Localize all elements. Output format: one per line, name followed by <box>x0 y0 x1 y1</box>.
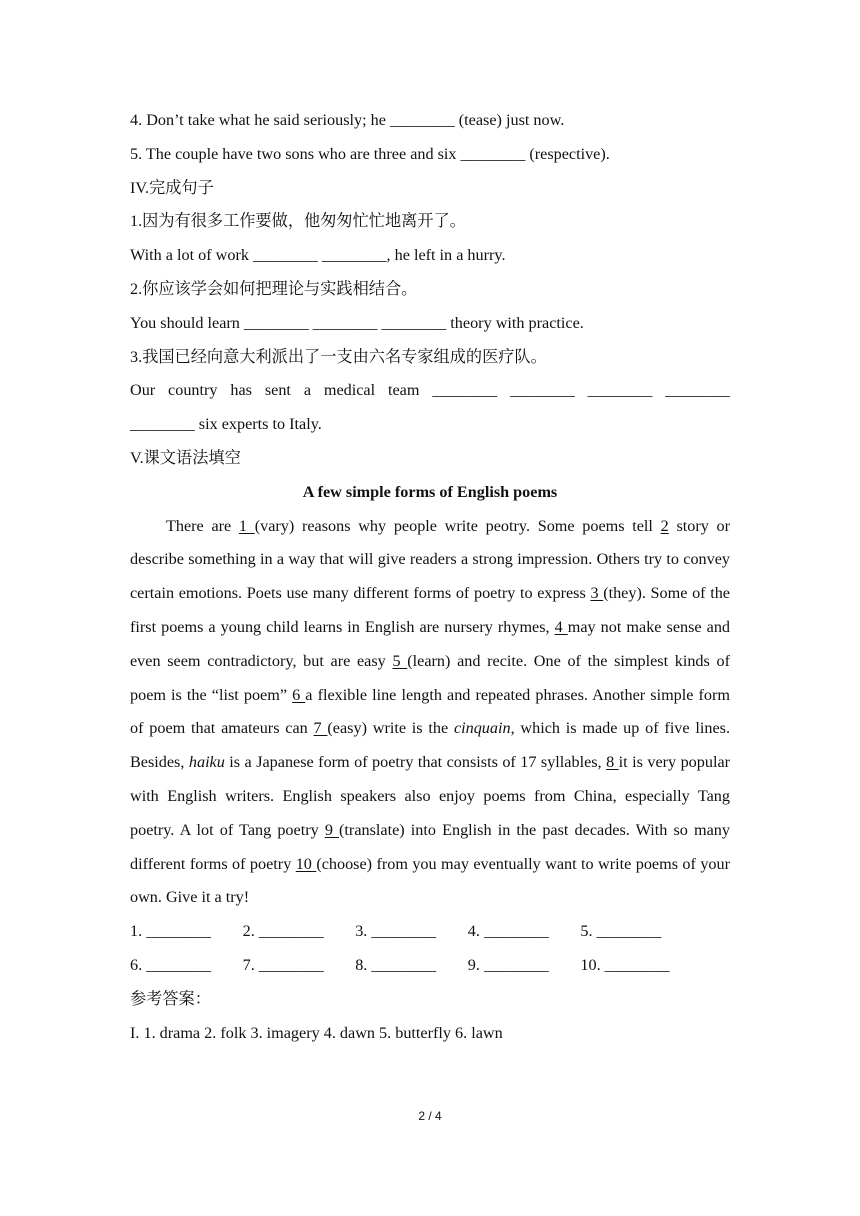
page-number: 2 / 4 <box>418 1109 442 1123</box>
answer-slot-5: 5. ________ <box>580 922 662 941</box>
answer-slot-3: 3. ________ <box>355 922 437 941</box>
answer-slot-9: 9. ________ <box>467 955 549 974</box>
reference-heading: 参考答案： <box>130 989 211 1008</box>
blank-8: 8 <box>606 753 619 772</box>
term-haiku: haiku <box>188 753 225 772</box>
document-page <box>130 104 730 1050</box>
section-4-heading: IV.完成句子 <box>130 178 214 197</box>
reference-answers: I. 1. drama 2. folk 3. imagery 4. dawn 5. butterfly 6. lawn <box>130 1023 503 1042</box>
sentence-3-english-line1: Our country has sent a medical team ________ ________ ________ ________ <box>130 381 730 400</box>
term-cinquain: cinquain <box>453 719 511 738</box>
sentence-2-chinese: 2.你应该学会如何把理论与实践相结合。 <box>130 279 418 298</box>
answer-row-2 <box>130 949 730 983</box>
blank-7: 7 <box>313 719 328 738</box>
answer-slot-7: 7. ________ <box>242 955 324 974</box>
blank-1: 1 <box>238 516 255 535</box>
sentence-3-chinese: 3.我国已经向意大利派出了一支由六名专家组成的医疗队。 <box>130 347 547 366</box>
question-5: 5. The couple have two sons who are three and six ________ (respective). <box>130 144 610 163</box>
answer-row-1 <box>130 915 730 949</box>
blank-4: 4 <box>554 617 568 636</box>
sentence-3-english-line2: ________ six experts to Italy. <box>130 415 322 434</box>
blank-6: 6 <box>292 685 306 704</box>
answer-slot-2: 2. ________ <box>242 922 324 941</box>
sentence-1-chinese: 1.因为有很多工作要做，他匆匆忙忙地离开了。 <box>130 212 466 231</box>
answer-slot-10: 10. ________ <box>580 955 670 974</box>
section-5-heading: V.课文语法填空 <box>130 448 241 467</box>
question-4: 4. Don’t take what he said seriously; he ________ (tease) just now. <box>130 111 565 129</box>
blank-10: 10 <box>295 854 317 873</box>
sentence-2-english: You should learn ________ ________ ________ theory with practice. <box>130 313 584 332</box>
answer-slot-8: 8. ________ <box>355 955 437 974</box>
blank-2: 2 <box>660 516 669 535</box>
blank-9: 9 <box>324 820 340 839</box>
blank-3: 3 <box>590 584 604 603</box>
passage-title: A few simple forms of English poems <box>302 482 558 501</box>
answer-slot-4: 4. ________ <box>467 922 549 941</box>
passage: There are 1 (vary) reasons why people write peotry. Some poems tell 2 story or describe something in a way that will give readers a strong impression. Others try to convey certain emotions. Poets use many different forms of poetry to express 3 (they). Some of the first poems a young child learns in English are nursery rhymes, 4 may not make sense and even seem contradictory, but are easy 5 (learn) and recite. One of the simplest kinds of poem is the “list poem” 6 a flexible line length and repeated phrases. Another simple form of poem that amateurs can 7 (easy) write is the cinquain, which is made up of five lines. Besides, haiku is a Japanese form of poetry that consists of 17 syllables, 8 it is very popular with English writers. English speakers also enjoy poems from China, especially Tang poetry. A lot of Tang poetry 9 (translate) into English in the past decades. With so many different forms of poetry 10 (choose) from you may eventually want to write poems of your own. Give it a try! <box>130 516 731 907</box>
answer-slot-6: 6. ________ <box>130 955 211 974</box>
answer-slot-1: 1. ________ <box>130 922 211 941</box>
sentence-1-english: With a lot of work ________ ________, he left in a hurry. <box>130 246 506 265</box>
blank-5: 5 <box>392 651 408 670</box>
